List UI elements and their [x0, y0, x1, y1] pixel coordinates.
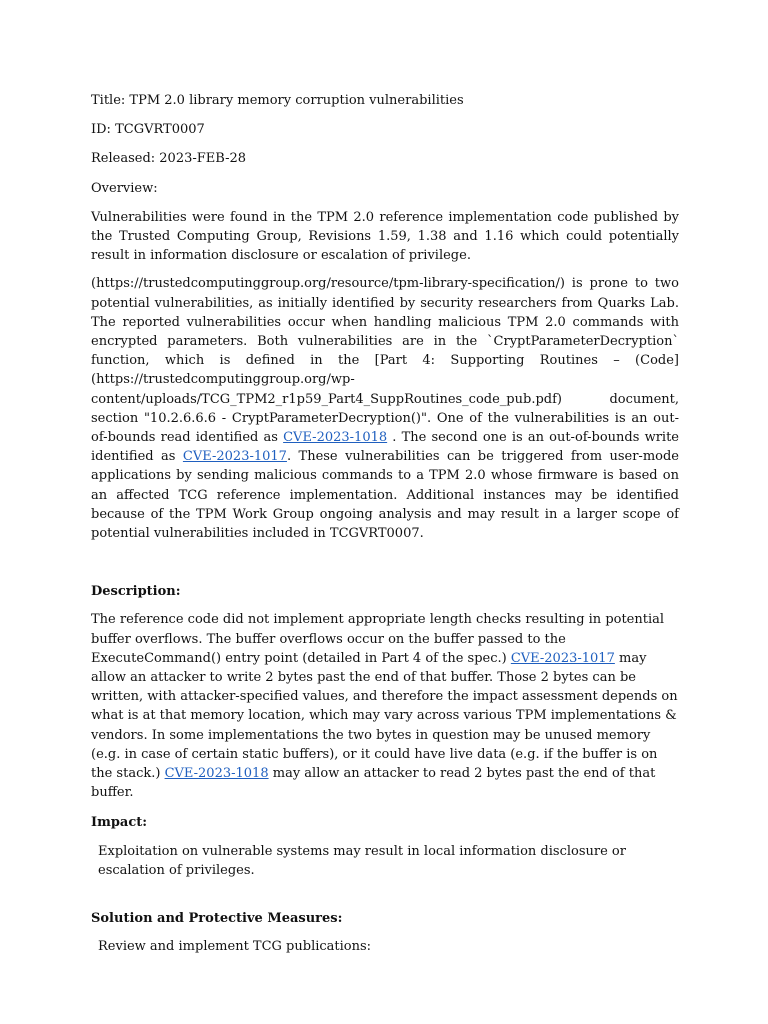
description-cve-2023-1018-link[interactable]: CVE-2023-1018 — [164, 766, 269, 782]
overview-paragraph-1: Vulnerabilities were found in the TPM 2.0 reference implementation code published by the Trusted Computing Group, Revisions 1.59, 1.38 and 1.16 which could potentially result in information disclosure or escalation of privilege. — [91, 209, 679, 264]
solution-heading: Solution and Protective Measures: — [91, 911, 343, 927]
description-paragraph — [91, 610, 679, 802]
description-text-part-2: may allow an attacker to write 2 bytes past the end of that buffer. Those 2 bytes can be written, with attacker-specified values, and therefore the impact assessment depends on what is at that memory location, which may vary across various TPM implementations & vendors. In some implementations the two bytes in question may be unused memory (e.g. in case of certain static buffers), or it could have live data (e.g. if the buffer is on the stack.) — [91, 650, 678, 782]
overview-text-part-3: . These vulnerabilities can be triggered from user-mode applications by sending malicious commands to a TPM 2.0 whose firmware is based on an affected TCG reference implementation. Additional instances may be identified because of the TPM Work Group ongoing analysis and may result in a larger scope of potential vulnerabilities included in TCGVRT0007. — [91, 449, 679, 542]
description-text-part-3: may allow an attacker to read 2 bytes past the end of that buffer. — [91, 766, 656, 801]
overview-text-part-1: (https://trustedcomputinggroup.org/resource/tpm-library-specification/) is prone to two potential vulnerabilities, as initially identified by security researchers from Quarks Lab. The reported vulnerabilities occur when handling malicious TPM 2.0 commands with encrypted parameters. Both vulnerabilities are in the `CryptParameterDecryption` function, which is defined in the [Part 4: Supporting Routines – (Code] (https://trustedcomputinggroup.org/wp-content/uploads/TCG_TPM2_r1p59_Part4_SuppRoutines_code_pub.pdf) document, section "10.2.6.6.6 - CryptParameterDecryption()". One of the vulnerabilities is an out-of-bounds read identified as — [91, 276, 679, 446]
cve-2023-1017-link[interactable]: CVE-2023-1017 — [182, 449, 287, 465]
description-text-part-1: The reference code did not implement appropriate length checks resulting in potential buffer overflows. The buffer overflows occur on the buffer passed to the ExecuteCommand() entry point (detailed in Part 4 of the spec.) — [91, 612, 665, 666]
release-date: Released: 2023-FEB-28 — [91, 151, 246, 167]
overview-text-part-2: . The second one is an out-of-bounds write identified as — [91, 430, 679, 465]
advisory-id: ID: TCGVRT0007 — [91, 122, 205, 138]
advisory-title: Title: TPM 2.0 library memory corruption vulnerabilities — [91, 93, 464, 108]
description-heading: Description: — [91, 584, 181, 600]
impact-text: Exploitation on vulnerable systems may result in local information disclosure or escalation of privileges. — [98, 843, 626, 878]
overview-label: Overview: — [91, 180, 158, 196]
impact-heading: Impact: — [91, 814, 148, 830]
solution-text: Review and implement TCG publications: — [98, 939, 372, 955]
cve-2023-1018-link[interactable]: CVE-2023-1018 — [283, 430, 388, 446]
description-cve-2023-1017-link[interactable]: CVE-2023-1017 — [510, 650, 615, 666]
advisory-document — [91, 91, 679, 957]
overview-paragraph-2 — [91, 274, 679, 543]
